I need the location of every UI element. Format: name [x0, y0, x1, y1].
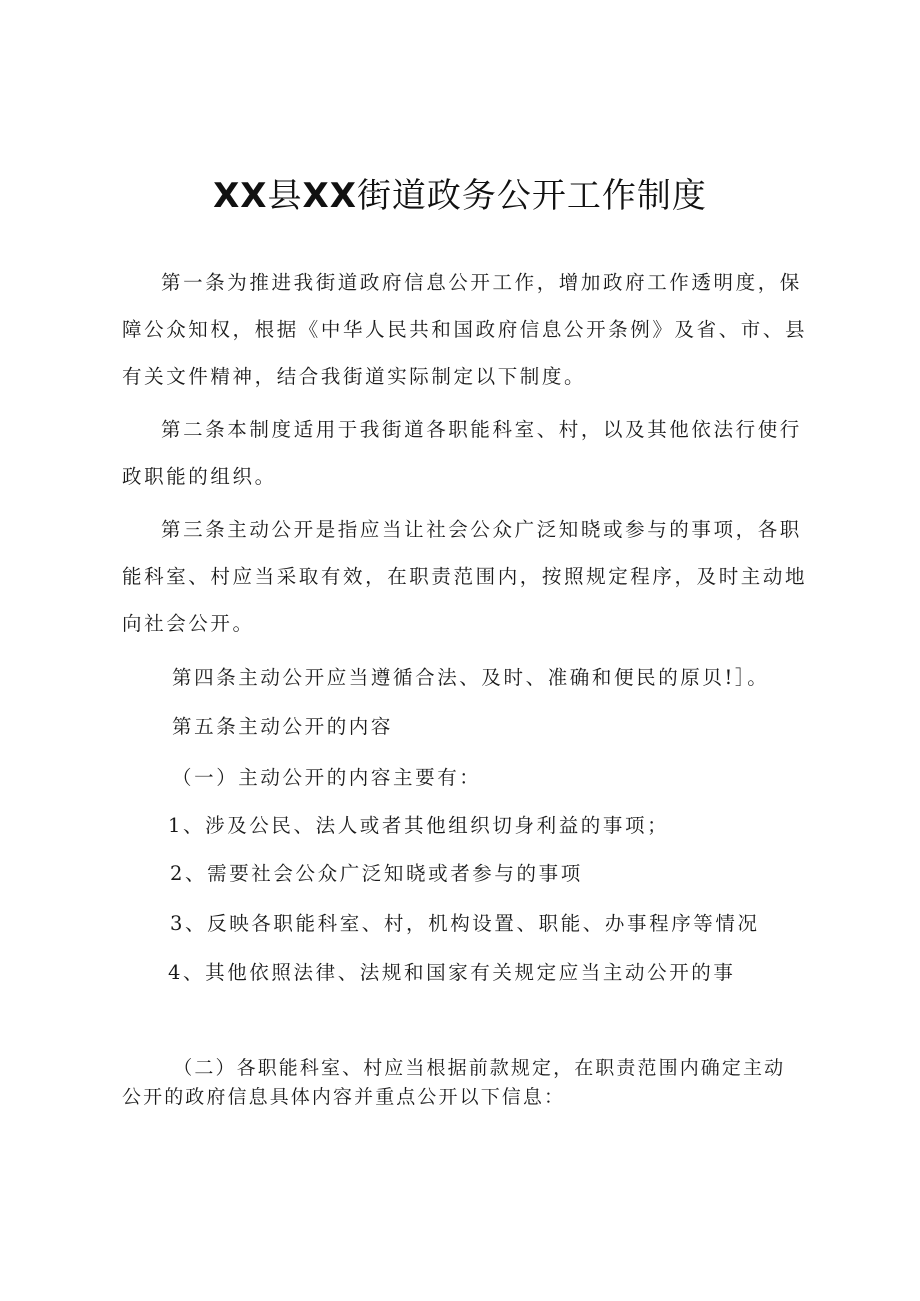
list-item: 3、反映各职能科室、村，机构设置、职能、办事程序等情况 — [170, 912, 760, 935]
document-title — [0, 168, 920, 217]
list-item: 2、需要社会公众广泛知晓或者参与的事项 — [170, 862, 583, 885]
list-item: 1、涉及公民、法人或者其他组织切身利益的事项； — [168, 814, 670, 837]
subsection-2-text: （二）各职能科室、村应当根据前款规定，在职责范围内确定主动公开的政府信息具体内容并重点公开以下信息： — [122, 1057, 786, 1108]
list-item: 4、其他依照法律、法规和国家有关规定应当主动公开的事 — [168, 961, 736, 984]
title-county-placeholder: XX — [213, 176, 268, 216]
subsection-1-heading: （一）主动公开的内容主要有： — [172, 766, 482, 789]
article-1-text: 第一条为推进我街道政府信息公开工作，增加政府工作透明度，保障公众知权，根据《中华人民共和国政府信息公开条例》及省、市、县有关文件精神，结合我街道实际制定以下制度。 — [122, 271, 808, 388]
article-2 — [122, 406, 810, 500]
article-4-text: 第四条主动公开应当遵循合法、及时、准确和便民的原贝!］。 — [172, 666, 770, 689]
title-main: 街道政务公开工作制度 — [356, 176, 707, 216]
article-1 — [122, 259, 810, 400]
article-3 — [122, 506, 810, 647]
article-2-text: 第二条本制度适用于我街道各职能科室、村，以及其他依法行使行政职能的组织。 — [122, 418, 802, 488]
title-street-placeholder: XX — [302, 176, 357, 216]
article-3-text: 第三条主动公开是指应当让社会公众广泛知晓或参与的事项，各职能科室、村应当采取有效，在职责范围内，按照规定程序，及时主动地向社会公开。 — [122, 518, 808, 635]
title-county: 县 — [267, 176, 303, 216]
article-5-text: 第五条主动公开的内容 — [172, 715, 394, 738]
